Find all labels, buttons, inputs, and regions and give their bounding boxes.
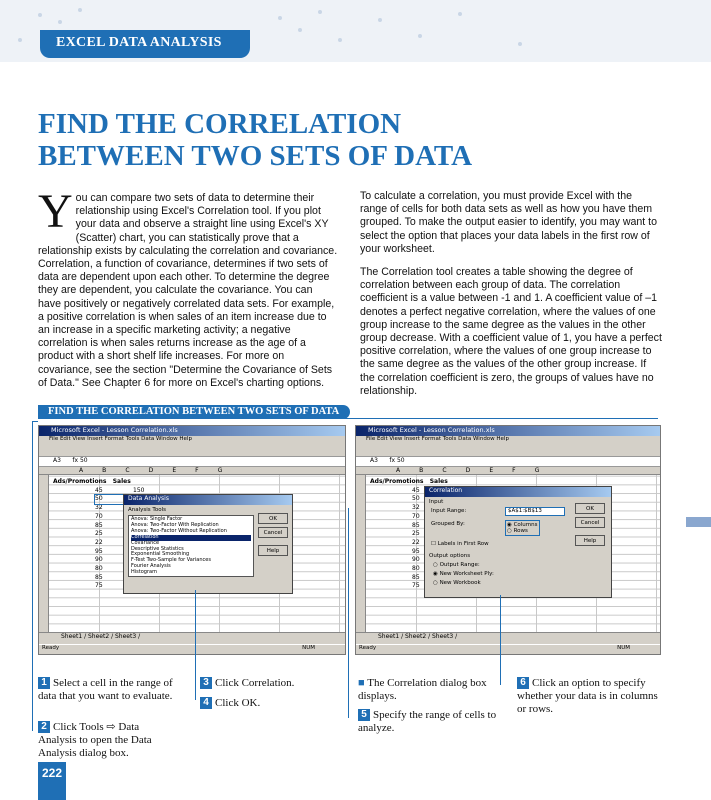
steps-banner: FIND THE CORRELATION BETWEEN TWO SETS OF DATA — [38, 405, 350, 419]
new-workbook-label: New Workbook — [439, 580, 481, 586]
step-text: Click OK. — [215, 697, 261, 709]
rows-label: Rows — [513, 528, 528, 534]
column-headers: A B C D E F G — [39, 467, 345, 475]
col-a-header: Ads/Promotions — [53, 478, 107, 485]
col-a-header: Ads/Promotions — [370, 478, 424, 485]
right-paragraph-2: The Correlation tool creates a table showing the degree of correlation between each group of data. The correlation coefficient is a value between -1 and 1. A coefficient value of –1 denotes a perfect negative correlation, where the values of one group increase to the same degree as the values in the other group decrease. With a coefficient value of 1, you have a perfect positive correlation, where the values of one group increase to the same degree as the values of the other group increase. If the correlation coefficient is zero, the groups of values have no relationship. — [360, 266, 662, 397]
cell-a12: 85 — [95, 573, 103, 581]
output-range-label: Output Range: — [439, 562, 480, 568]
tool-item[interactable]: Anova: Single Factor — [131, 516, 183, 522]
formula: fx 50 — [72, 457, 88, 464]
step-text: Click Correlation. — [215, 677, 295, 689]
step-2 — [38, 721, 178, 760]
dialog-title: Data Analysis — [124, 495, 292, 505]
step-badge: 6 — [517, 677, 529, 689]
cell-a10: 90 — [95, 556, 103, 564]
step-badge: 2 — [38, 721, 50, 733]
new-workbook-radio[interactable]: ○ New Workbook — [433, 580, 481, 586]
cell-a7: 25 — [412, 530, 420, 538]
toolbar — [39, 445, 345, 457]
cell-a6: 85 — [95, 521, 103, 529]
step-badge: 5 — [358, 709, 370, 721]
tool-item[interactable]: Descriptive Statistics — [131, 545, 184, 552]
cell-a3: 50 — [95, 495, 131, 504]
cell-a4: 32 — [95, 504, 103, 512]
cell-a9: 95 — [95, 547, 103, 555]
right-paragraph-1: To calculate a correlation, you must provide Excel with the range of cells for both data sets as well as how you have them grouped. To make the output easier to identify, you may want to select the option that places your data labels in the first row of your worksheet. — [360, 190, 657, 255]
tool-item[interactable]: Histogram — [131, 569, 157, 576]
ok-button[interactable]: OK — [575, 503, 605, 514]
rows-radio[interactable]: ○ Rows — [507, 528, 528, 534]
callout-line-3 — [195, 590, 196, 700]
ok-button[interactable]: OK — [258, 513, 288, 524]
name-box[interactable]: A3 — [53, 457, 61, 464]
sheet-tabs[interactable]: Sheet1 / Sheet2 / Sheet3 / — [356, 632, 660, 644]
output-range-radio[interactable]: ○ Output Range: — [433, 562, 480, 568]
status-bar — [356, 644, 660, 654]
cell-a13: 75 — [95, 582, 103, 590]
cell-a8: 22 — [95, 538, 103, 546]
tool-item-correlation[interactable]: Correlation — [131, 535, 251, 541]
right-column — [360, 190, 662, 408]
step-text: Specify the range of cells to analyze. — [358, 709, 497, 734]
dialog-title: Correlation — [425, 487, 611, 497]
correlation-dialog — [424, 486, 612, 598]
cell-a7: 25 — [95, 530, 103, 538]
cancel-button[interactable]: Cancel — [575, 517, 605, 528]
cell-a5: 70 — [412, 512, 420, 520]
col-b-header: Sales — [112, 478, 131, 485]
status-text: Ready — [359, 645, 377, 651]
note-dialog-displays — [358, 677, 503, 703]
section-tab: EXCEL DATA ANALYSIS — [40, 30, 250, 58]
status-text: Ready — [42, 645, 60, 651]
step-badge: 4 — [200, 697, 212, 709]
grouped-by-options — [505, 520, 540, 536]
step-text: Select a cell in the range of data that you want to evaluate. — [38, 677, 173, 702]
callout-line-5 — [348, 508, 349, 718]
num-indicator: NUM — [617, 645, 630, 651]
cell-a9: 95 — [412, 547, 420, 555]
tool-item[interactable]: Fourier Analysis — [131, 563, 171, 570]
labels-checkbox[interactable]: ☐ Labels in First Row — [431, 541, 489, 547]
tool-item[interactable]: Covariance — [131, 539, 160, 546]
cell-a12: 85 — [412, 573, 420, 581]
banner-rule — [38, 418, 658, 419]
cell-a2: 45 — [95, 486, 103, 494]
row-headers — [39, 467, 49, 632]
new-worksheet-label: New Worksheet Ply: — [439, 571, 494, 577]
cancel-button[interactable]: Cancel — [258, 527, 288, 538]
cell-a5: 70 — [95, 512, 103, 520]
callout-tick — [32, 421, 38, 422]
step-5 — [358, 709, 503, 735]
cell-a2: 45 — [412, 486, 420, 494]
drop-cap: Y — [38, 185, 73, 238]
title-line-2: BETWEEN TWO SETS OF DATA — [38, 140, 473, 172]
left-column — [38, 185, 338, 390]
tool-item[interactable]: Anova: Two-Factor Without Replication — [131, 527, 227, 534]
tool-item[interactable]: Anova: Two-Factor With Replication — [131, 521, 219, 528]
step-6 — [517, 677, 662, 716]
analysis-tools-label: Analysis Tools — [128, 507, 166, 513]
columns-label: Columns — [513, 522, 538, 528]
step-text: The Correlation dialog box displays. — [358, 677, 487, 702]
tool-item[interactable]: F-Test Two-Sample for Variances — [131, 557, 211, 564]
row-headers — [356, 467, 366, 632]
left-paragraph: ou can compare two sets of data to determine their relationship using Excel's Correlation tool. If you plot your data and observe a straight line using Excel's XY (Scatter) chart, you can statistically prove that a relationship exists by calculating the correlation and covariance. Correlation, a function of covariance, determines if two sets of data are dependent upon each other. To determine the degree they are dependent, you calculate the covariance. You can have positively or negatively correlated data sets. For example, a positive correlation is when sales of an item increase due to an increase in a specific marketing activity; a negative correlation is when sales returns increase as the age of a product with a short shelf life increases. For more on covariance, see the section "Determine the Covariance of Sets of Data." See Chapter 6 for more on Excel's charting options. — [38, 192, 338, 389]
step-badge: 3 — [200, 677, 212, 689]
side-tab — [686, 517, 711, 527]
step-3 — [200, 677, 340, 690]
cell-a3: 50 — [412, 495, 420, 503]
screenshot-data-analysis — [38, 425, 346, 655]
step-4 — [200, 697, 340, 710]
name-box[interactable]: A3 — [370, 457, 378, 464]
status-bar — [39, 644, 345, 654]
help-button[interactable]: Help — [575, 535, 605, 546]
bullet-icon: ■ — [358, 677, 365, 689]
cell-a13: 75 — [412, 582, 420, 590]
cell-a11: 80 — [95, 565, 103, 573]
output-options-label: Output options — [429, 553, 471, 559]
sheet-tabs[interactable]: Sheet1 / Sheet2 / Sheet3 / — [39, 632, 345, 644]
col-b-header: Sales — [429, 478, 448, 485]
input-range-label: Input Range: — [431, 508, 467, 514]
screenshot-correlation-dialog — [355, 425, 661, 655]
data-analysis-dialog — [123, 494, 293, 594]
formula-bar[interactable] — [39, 457, 345, 467]
formula: fx 50 — [389, 457, 405, 464]
title-line-1: FIND THE CORRELATION — [38, 108, 402, 140]
page-title — [38, 108, 498, 172]
analysis-tools-list[interactable] — [128, 515, 254, 577]
help-button[interactable]: Help — [258, 545, 288, 556]
cell-a8: 22 — [412, 538, 420, 546]
formula-bar[interactable] — [356, 457, 660, 467]
cell-a4: 32 — [412, 504, 420, 512]
step-badge: 1 — [38, 677, 50, 689]
input-section-label: Input — [429, 499, 444, 505]
cell-b2: 150 — [133, 487, 145, 494]
window-title: Microsoft Excel - Lesson Correlation.xls — [356, 426, 660, 436]
toolbar — [356, 445, 660, 457]
step-text: Click Tools ⇨ Data Analysis to open the Data Analysis dialog box. — [38, 721, 152, 759]
cell-a10: 90 — [412, 556, 420, 564]
col-a-values — [53, 487, 131, 591]
columns-radio[interactable]: ◉ Columns — [507, 522, 538, 528]
grouped-by-label: Grouped By: — [431, 521, 465, 527]
new-worksheet-radio[interactable]: ◉ New Worksheet Ply: — [433, 571, 494, 577]
labels-label: Labels in First Row — [437, 541, 489, 547]
input-range-field[interactable]: $A$1:$B$13 — [505, 507, 565, 516]
tool-item[interactable]: Exponential Smoothing — [131, 551, 190, 558]
window-title: Microsoft Excel - Lesson Correlation.xls — [39, 426, 345, 436]
step-text: Click an option to specify whether your data is in columns or rows. — [517, 677, 658, 715]
cell-a6: 85 — [412, 521, 420, 529]
num-indicator: NUM — [302, 645, 315, 651]
callout-line-1 — [32, 421, 33, 731]
menu-bar[interactable]: File Edit View Insert Format Tools Data Window Help — [39, 436, 345, 445]
callout-line-6 — [500, 595, 501, 685]
step-1 — [38, 677, 178, 703]
cell-a11: 80 — [412, 565, 420, 573]
column-headers: A B C D E F G — [356, 467, 660, 475]
menu-bar[interactable]: File Edit View Insert Format Tools Data Window Help — [356, 436, 660, 445]
page-number: 222 — [38, 762, 66, 800]
